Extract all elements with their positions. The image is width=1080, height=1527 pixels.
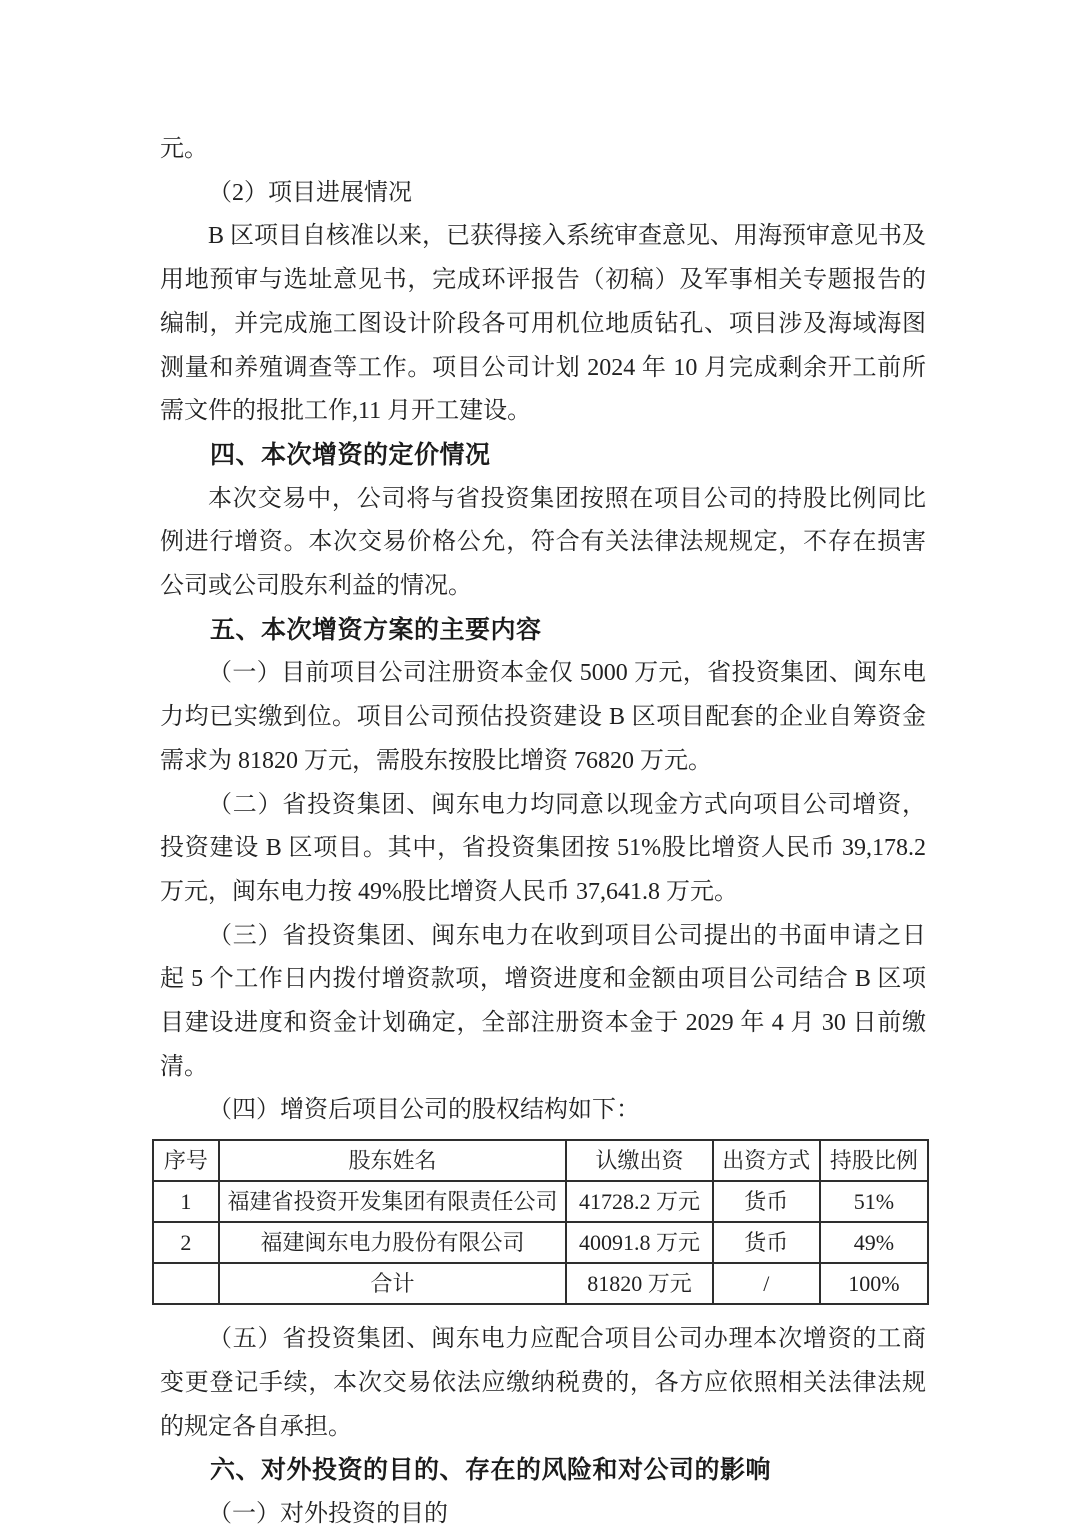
cell-shareholding-ratio: 49%: [820, 1222, 928, 1263]
cell-total-label: 合计: [219, 1263, 567, 1304]
heading-section-5-plan: 五、本次增资方案的主要内容: [210, 615, 542, 644]
table-row: [153, 1181, 928, 1222]
cell-total-method: /: [713, 1263, 820, 1304]
cell-shareholder-name: 福建闽东电力股份有限公司: [219, 1222, 567, 1263]
th-subscribed-capital: 认缴出资: [566, 1140, 713, 1181]
equity-table-header-row: [153, 1140, 928, 1181]
th-shareholding-ratio: 持股比例: [820, 1140, 928, 1181]
table-row: [153, 1222, 928, 1263]
cell-index: 1: [153, 1181, 219, 1222]
th-shareholder-name: 股东姓名: [219, 1140, 567, 1181]
cell-shareholder-name: 福建省投资开发集团有限责任公司: [219, 1181, 567, 1222]
paragraph-purpose-title: （一）对外投资的目的: [208, 1500, 448, 1527]
paragraph-plan-item-2: （二）省投资集团、闽东电力均同意以现金方式向项目公司增资，投资建设 B 区项目。其中，省投资集团按 51%股比增资人民币 39,178.2 万元，闽东电力按 49%股比增资人民币 37,641.8 万元。: [160, 791, 926, 905]
cell-shareholding-ratio: 51%: [820, 1181, 928, 1222]
th-index: 序号: [153, 1140, 219, 1181]
paragraph-plan-item-5: （五）省投资集团、闽东电力应配合项目公司办理本次增资的工商变更登记手续，本次交易依法应缴纳税费的，各方应依照相关法律法规的规定各自承担。: [160, 1326, 926, 1440]
paragraph-plan-item-4: （四）增资后项目公司的股权结构如下：: [208, 1097, 640, 1124]
cell-contribution-method: 货币: [713, 1222, 820, 1263]
cell-total-capital: 81820 万元: [566, 1263, 713, 1304]
paragraph-progress-body: B 区项目自核准以来，已获得接入系统审查意见、用海预审意见书及用地预审与选址意见书，完成环评报告（初稿）及军事相关专题报告的编制，并完成施工图设计阶段各可用机位地质钻孔、项目涉及海域海图测量和养殖调查等工作。项目公司计划 2024 年 10 月完成剩余开工前所需文件的报批工作,11 月开工建设。: [160, 223, 927, 425]
table-total-row: [153, 1263, 928, 1304]
paragraph-continuation: 元。: [160, 136, 208, 162]
cell-index: 2: [153, 1222, 219, 1263]
cell-index-empty: [153, 1263, 219, 1304]
heading-section-6-purpose-risk: 六、对外投资的目的、存在的风险和对公司的影响: [210, 1456, 772, 1485]
cell-total-ratio: 100%: [820, 1263, 928, 1304]
cell-subscribed-capital: 40091.8 万元: [566, 1222, 713, 1263]
paragraph-pricing: 本次交易中，公司将与省投资集团按照在项目公司的持股比例同比例进行增资。本次交易价格公允，符合有关法律法规规定，不存在损害公司或公司股东利益的情况。: [160, 485, 926, 600]
paragraph-plan-item-3: （三）省投资集团、闽东电力在收到项目公司提出的书面申请之日起 5 个工作日内拨付增资款项，增资进度和金额由项目公司结合 B 区项目建设进度和资金计划确定，全部注册资本金于 2029 年 4 月 30 日前缴清。: [160, 922, 926, 1080]
equity-structure-table: [152, 1139, 929, 1305]
cell-contribution-method: 货币: [713, 1181, 820, 1222]
cell-subscribed-capital: 41728.2 万元: [566, 1181, 713, 1222]
paragraph-plan-item-1: （一）目前项目公司注册资本金仅 5000 万元，省投资集团、闽东电力均已实缴到位。项目公司预估投资建设 B 区项目配套的企业自筹资金需求为 81820 万元，需股东按股比增资 76820 万元。: [160, 660, 926, 774]
heading-section-4-pricing: 四、本次增资的定价情况: [210, 440, 491, 469]
paragraph-progress-title: （2）项目进展情况: [208, 179, 412, 206]
th-contribution-method: 出资方式: [713, 1140, 820, 1181]
